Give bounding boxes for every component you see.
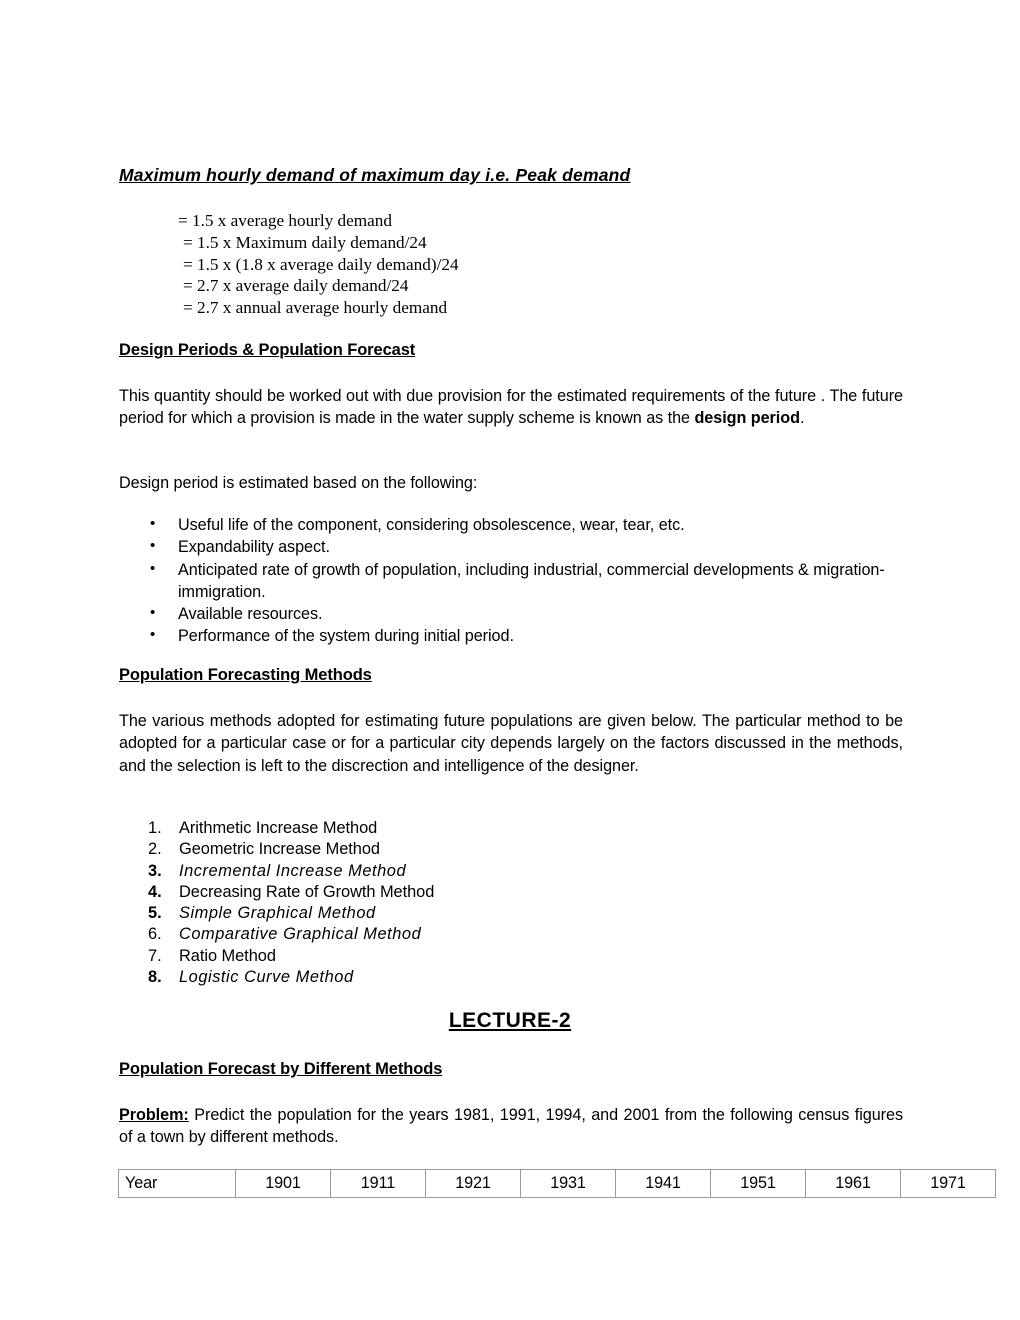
table-cell-year: 1921 xyxy=(426,1170,521,1198)
problem-text: Predict the population for the years 1981, 1991, 1994, and 2001 from the following census figures of a town by different methods. xyxy=(119,1106,903,1147)
method-number: 7. xyxy=(148,946,162,965)
method-item-2 xyxy=(119,839,619,860)
method-label: Decreasing Rate of Growth Method xyxy=(179,882,435,901)
table-cell-year: 1931 xyxy=(521,1170,616,1198)
bullet-icon: • xyxy=(150,537,156,555)
list-item-label: Performance of the system during initial period. xyxy=(178,627,514,646)
list-item-label: Expandability aspect. xyxy=(178,538,330,557)
bullet-icon: • xyxy=(150,559,156,577)
method-number: 6. xyxy=(148,925,162,944)
method-number: 3. xyxy=(148,861,162,880)
problem-statement xyxy=(119,1104,903,1149)
method-item-8 xyxy=(119,967,619,988)
list-item-label: Useful life of the component, considering obsolescence, wear, tear, etc. xyxy=(178,516,685,534)
lecture-title: LECTURE-2 xyxy=(448,1009,572,1032)
heading-design-periods: Design Periods & Population Forecast xyxy=(119,341,416,359)
list-item xyxy=(119,536,909,558)
bullet-icon: • xyxy=(150,626,156,644)
method-number: 1. xyxy=(148,819,162,837)
method-item-6 xyxy=(119,924,619,945)
heading-peak-demand: Maximum hourly demand of maximum day i.e. Peak demand xyxy=(119,165,631,185)
table-cell-year: 1961 xyxy=(806,1170,901,1198)
peak-demand-equations xyxy=(178,210,459,319)
design-period-bullet-list xyxy=(119,514,909,648)
table-cell-year: 1971 xyxy=(901,1170,996,1198)
design-period-lead-in: Design period is estimated based on the following: xyxy=(119,474,478,492)
method-item-5 xyxy=(119,903,619,924)
method-item-1 xyxy=(119,818,619,839)
method-number: 5. xyxy=(148,904,162,923)
method-item-4 xyxy=(119,882,619,903)
paragraph-text-suffix: . xyxy=(799,409,805,428)
table-cell-year: 1941 xyxy=(616,1170,711,1198)
method-number: 4. xyxy=(148,882,162,901)
method-label: Arithmetic Increase Method xyxy=(179,819,378,837)
forecasting-methods-list xyxy=(119,818,619,988)
table-cell-year: 1951 xyxy=(711,1170,806,1198)
census-year-table xyxy=(118,1169,996,1198)
equation-line: = 2.7 x annual average hourly demand xyxy=(183,298,448,318)
list-item xyxy=(119,625,909,647)
heading-forecasting-methods: Population Forecasting Methods xyxy=(119,666,372,684)
paragraph-design-period xyxy=(119,385,903,430)
list-item xyxy=(119,603,909,625)
method-label: Incremental Increase Method xyxy=(179,861,407,880)
equation-line: = 2.7 x average daily demand/24 xyxy=(183,276,409,296)
method-number: 2. xyxy=(148,840,162,859)
bullet-icon: • xyxy=(150,515,156,532)
equation-line: = 1.5 x average hourly demand xyxy=(178,211,392,230)
table-row xyxy=(119,1170,996,1198)
problem-label: Problem: xyxy=(119,1106,189,1124)
equation-line: = 1.5 x Maximum daily demand/24 xyxy=(183,232,427,252)
equation-line: = 1.5 x (1.8 x average daily demand)/24 xyxy=(183,254,459,274)
list-item xyxy=(119,559,909,604)
list-item xyxy=(119,514,909,536)
table-cell-year: 1901 xyxy=(236,1170,331,1198)
method-label: Ratio Method xyxy=(179,946,276,965)
method-item-7 xyxy=(119,946,619,967)
table-cell-year: 1911 xyxy=(331,1170,426,1198)
method-label: Logistic Curve Method xyxy=(179,968,354,987)
method-item-3 xyxy=(119,861,619,882)
heading-population-forecast: Population Forecast by Different Methods xyxy=(119,1060,443,1078)
method-label: Simple Graphical Method xyxy=(179,904,376,923)
bullet-icon: • xyxy=(150,604,156,622)
list-item-label: Anticipated rate of growth of population, including industrial, commercial developments & migration-immigration. xyxy=(178,560,885,601)
method-label: Comparative Graphical Method xyxy=(179,925,422,944)
paragraph-forecasting-methods: The various methods adopted for estimating future populations are given below. The particular method to be adopted for a particular case or for a particular city depends largely on the factors discussed in the methods, and the selection is left to the discrection and intelligence of the designer. xyxy=(119,712,903,775)
paragraph-bold-term: design period xyxy=(694,409,800,428)
table-row-label: Year xyxy=(119,1170,236,1198)
list-item-label: Available resources. xyxy=(178,605,323,624)
paragraph-text-prefix: This quantity should be worked out with due provision for the estimated requirements of the future . The future period for which a provision is made in the water supply scheme is known as the xyxy=(119,387,903,428)
method-label: Geometric Increase Method xyxy=(179,840,380,859)
method-number: 8. xyxy=(148,968,162,987)
